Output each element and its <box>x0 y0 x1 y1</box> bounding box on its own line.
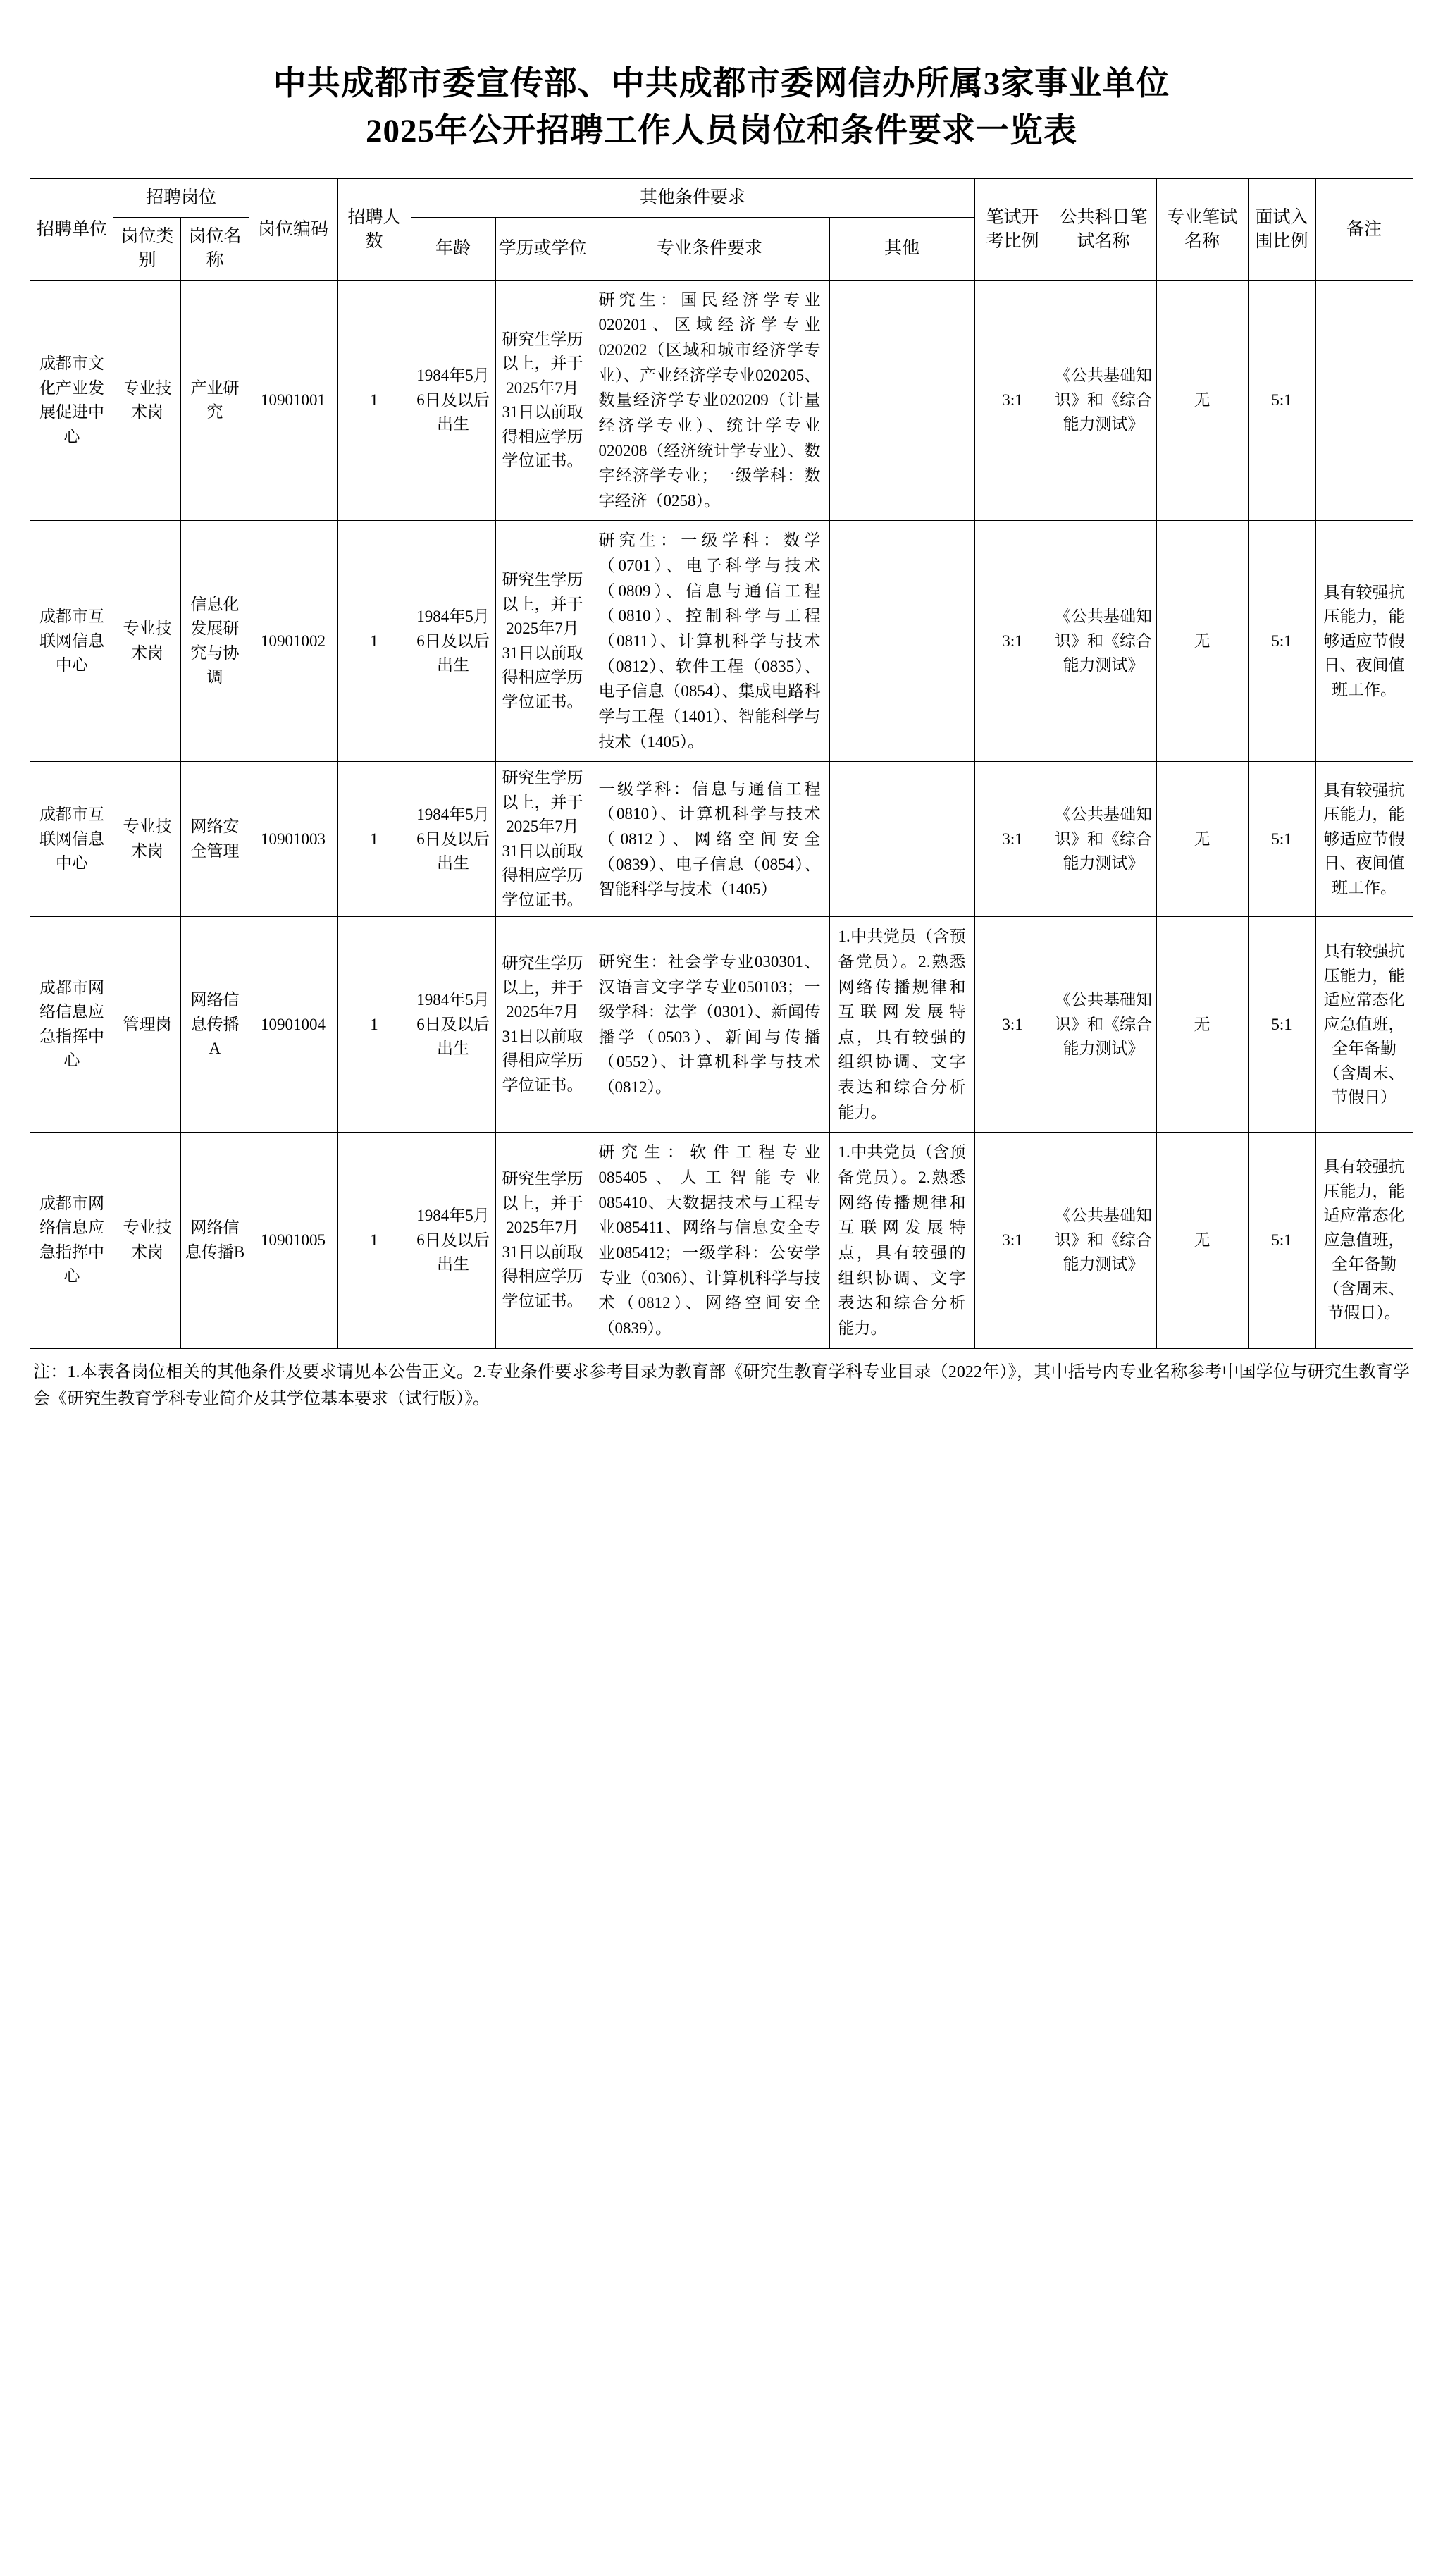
cell-post-category: 专业技术岗 <box>113 1133 181 1348</box>
cell-exam-ratio: 3:1 <box>974 521 1051 762</box>
cell-unit: 成都市互联网信息中心 <box>30 762 113 917</box>
cell-post-code: 10901001 <box>249 280 337 521</box>
header-interview-ratio: 面试入围比例 <box>1248 179 1315 280</box>
header-remark: 备注 <box>1315 179 1413 280</box>
header-other: 其他 <box>829 218 974 281</box>
table-footnote: 注：1.本表各岗位相关的其他条件及要求请见本公告正文。2.专业条件要求参考目录为教育部《研究生教育学科专业目录（2022年）》，其中括号内专业名称参考中国学位与研究生教育学会《研究生教育学科专业简介及其学位基本要求（试行版）》。 <box>33 1362 1410 1409</box>
cell-exam-ratio: 3:1 <box>974 1133 1051 1348</box>
table-row <box>30 762 1413 917</box>
cell-interview-ratio: 5:1 <box>1248 762 1315 917</box>
cell-major-exam: 无 <box>1156 1133 1248 1348</box>
cell-post-name: 网络信息传播A <box>181 917 249 1133</box>
cell-age: 1984年5月6日及以后出生 <box>411 1133 495 1348</box>
table-body <box>30 280 1413 1348</box>
cell-interview-ratio: 5:1 <box>1248 521 1315 762</box>
table-header <box>30 179 1413 280</box>
cell-major: 研究生：软件工程专业085405、人工智能专业085410、大数据技术与工程专业085411、网络与信息安全专业085412；一级学科：公安学专业（0306）、计算机科学与技术（0812）、网络空间安全（0839）。 <box>590 1133 829 1348</box>
cell-post-category: 专业技术岗 <box>113 521 181 762</box>
cell-post-category: 管理岗 <box>113 917 181 1133</box>
cell-exam-ratio: 3:1 <box>974 280 1051 521</box>
cell-post-code: 10901005 <box>249 1133 337 1348</box>
cell-headcount: 1 <box>337 280 411 521</box>
page-title <box>70 61 1373 154</box>
cell-headcount: 1 <box>337 1133 411 1348</box>
cell-post-code: 10901002 <box>249 521 337 762</box>
header-row-1 <box>30 179 1413 218</box>
header-headcount: 招聘人数 <box>337 179 411 280</box>
cell-remark: 具有较强抗压能力，能够适应节假日、夜间值班工作。 <box>1315 762 1413 917</box>
cell-exam-ratio: 3:1 <box>974 917 1051 1133</box>
table-row <box>30 1133 1413 1348</box>
cell-age: 1984年5月6日及以后出生 <box>411 762 495 917</box>
cell-major-exam: 无 <box>1156 521 1248 762</box>
cell-other: 1.中共党员（含预备党员）。2.熟悉网络传播规律和互联网发展特点，具有较强的组织协调、文字表达和综合分析能力。 <box>829 1133 974 1348</box>
cell-education: 研究生学历以上，并于2025年7月31日以前取得相应学历学位证书。 <box>495 762 590 917</box>
cell-education: 研究生学历以上，并于2025年7月31日以前取得相应学历学位证书。 <box>495 917 590 1133</box>
cell-other <box>829 280 974 521</box>
cell-interview-ratio: 5:1 <box>1248 280 1315 521</box>
table-row <box>30 280 1413 521</box>
cell-public-subject: 《公共基础知识》和《综合能力测试》 <box>1051 917 1156 1133</box>
cell-headcount: 1 <box>337 521 411 762</box>
header-education: 学历或学位 <box>495 218 590 281</box>
recruitment-table <box>30 178 1413 1348</box>
cell-remark: 具有较强抗压能力，能适应常态化应急值班，全年备勤（含周末、节假日） <box>1315 917 1413 1133</box>
header-age: 年龄 <box>411 218 495 281</box>
cell-other: 1.中共党员（含预备党员）。2.熟悉网络传播规律和互联网发展特点，具有较强的组织协调、文字表达和综合分析能力。 <box>829 917 974 1133</box>
cell-interview-ratio: 5:1 <box>1248 917 1315 1133</box>
table-row <box>30 521 1413 762</box>
cell-major: 研究生：社会学专业030301、汉语言文字学专业050103；一级学科：法学（0301）、新闻传播学（0503）、新闻与传播（0552）、计算机科学与技术（0812）。 <box>590 917 829 1133</box>
cell-post-name: 网络安全管理 <box>181 762 249 917</box>
cell-unit: 成都市网络信息应急指挥中心 <box>30 917 113 1133</box>
title-line-1: 中共成都市委宣传部、中共成都市委网信办所属3家事业单位 <box>273 66 1170 102</box>
header-exam-ratio: 笔试开考比例 <box>974 179 1051 280</box>
header-post-category: 岗位类别 <box>113 218 181 281</box>
cell-headcount: 1 <box>337 917 411 1133</box>
cell-education: 研究生学历以上，并于2025年7月31日以前取得相应学历学位证书。 <box>495 280 590 521</box>
header-post-group: 招聘岗位 <box>113 179 249 218</box>
cell-headcount: 1 <box>337 762 411 917</box>
cell-education: 研究生学历以上，并于2025年7月31日以前取得相应学历学位证书。 <box>495 1133 590 1348</box>
cell-remark: 具有较强抗压能力，能够适应节假日、夜间值班工作。 <box>1315 521 1413 762</box>
cell-other <box>829 521 974 762</box>
cell-major-exam: 无 <box>1156 280 1248 521</box>
cell-exam-ratio: 3:1 <box>974 762 1051 917</box>
header-major-exam: 专业笔试名称 <box>1156 179 1248 280</box>
cell-post-name: 产业研究 <box>181 280 249 521</box>
cell-major-exam: 无 <box>1156 917 1248 1133</box>
header-post-name: 岗位名称 <box>181 218 249 281</box>
header-public-subject: 公共科目笔试名称 <box>1051 179 1156 280</box>
header-other-group: 其他条件要求 <box>411 179 974 218</box>
cell-public-subject: 《公共基础知识》和《综合能力测试》 <box>1051 521 1156 762</box>
cell-major: 研究生：一级学科：数学（0701）、电子科学与技术（0809）、信息与通信工程（0810）、控制科学与工程（0811）、计算机科学与技术（0812）、软件工程（0835）、电子信息（0854）、集成电路科学与工程（1401）、智能科学与技术（1405）。 <box>590 521 829 762</box>
cell-unit: 成都市网络信息应急指挥中心 <box>30 1133 113 1348</box>
cell-age: 1984年5月6日及以后出生 <box>411 280 495 521</box>
cell-remark <box>1315 280 1413 521</box>
cell-interview-ratio: 5:1 <box>1248 1133 1315 1348</box>
title-line-2: 2025年公开招聘工作人员岗位和条件要求一览表 <box>366 112 1077 149</box>
header-unit: 招聘单位 <box>30 179 113 280</box>
cell-major: 研究生：国民经济学专业020201、区域经济学专业020202（区域和城市经济学专业）、产业经济学专业020205、数量经济学专业020209（计量经济学专业）、统计学专业020208（经济统计学专业）、数字经济学专业；一级学科：数字经济（0258）。 <box>590 280 829 521</box>
cell-public-subject: 《公共基础知识》和《综合能力测试》 <box>1051 280 1156 521</box>
cell-post-category: 专业技术岗 <box>113 280 181 521</box>
cell-post-category: 专业技术岗 <box>113 762 181 917</box>
cell-major-exam: 无 <box>1156 762 1248 917</box>
cell-post-name: 信息化发展研究与协调 <box>181 521 249 762</box>
cell-other <box>829 762 974 917</box>
cell-major: 一级学科：信息与通信工程（0810）、计算机科学与技术（0812）、网络空间安全（0839）、电子信息（0854）、智能科学与技术（1405） <box>590 762 829 917</box>
table-row <box>30 917 1413 1133</box>
cell-post-code: 10901003 <box>249 762 337 917</box>
cell-age: 1984年5月6日及以后出生 <box>411 917 495 1133</box>
cell-post-name: 网络信息传播B <box>181 1133 249 1348</box>
cell-post-code: 10901004 <box>249 917 337 1133</box>
cell-unit: 成都市互联网信息中心 <box>30 521 113 762</box>
cell-public-subject: 《公共基础知识》和《综合能力测试》 <box>1051 1133 1156 1348</box>
cell-remark: 具有较强抗压能力，能适应常态化应急值班，全年备勤（含周末、节假日）。 <box>1315 1133 1413 1348</box>
cell-unit: 成都市文化产业发展促进中心 <box>30 280 113 521</box>
header-post-code: 岗位编码 <box>249 179 337 280</box>
cell-public-subject: 《公共基础知识》和《综合能力测试》 <box>1051 762 1156 917</box>
cell-age: 1984年5月6日及以后出生 <box>411 521 495 762</box>
cell-education: 研究生学历以上，并于2025年7月31日以前取得相应学历学位证书。 <box>495 521 590 762</box>
header-major: 专业条件要求 <box>590 218 829 281</box>
